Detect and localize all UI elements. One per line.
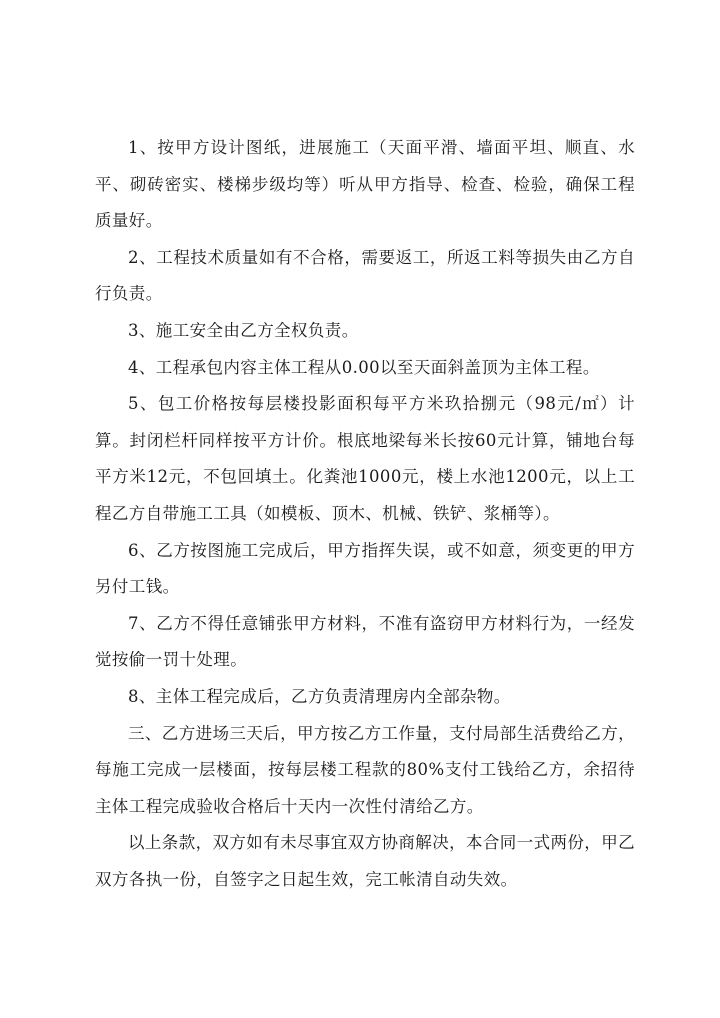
section-3-payment: 三、乙方进场三天后，甲方按乙方工作量，支付局部生活费给乙方，每施工完成一层楼面，按每层楼工程款的80%支付工钱给乙方，余招待主体工程完成验收合格后十天内一次性付清给乙方。: [95, 723, 635, 816]
clause-4: 4、工程承包内容主体工程从0.00以至天面斜盖顶为主体工程。: [128, 357, 600, 377]
clause-6: 6、乙方按图施工完成后，甲方指挥失误，或不如意，须变更的甲方另付工钱。: [95, 540, 635, 597]
clause-1: 1、按甲方设计图纸，进展施工（天面平滑、墙面平坦、顺直、水平、砌砖密实、楼梯步级均等）听从甲方指导、检查、检验，确保工程质量好。: [95, 138, 635, 231]
clause-7: 7、乙方不得任意铺张甲方材料，不准有盗窃甲方材料行为，一经发觉按偷一罚十处理。: [95, 613, 635, 670]
clause-5: 5、包工价格按每层楼投影面积每平方米玖拾捌元（98元/㎡）计算。封闭栏杆同样按平方计价。根底地梁每米长按60元计算，铺地台每平方米12元，不包回填土。化粪池1000元，楼上水池1200元，以上工程乙方自带施工工具（如模板、顶木、机械、铁铲、浆桶等）。: [95, 394, 635, 523]
closing-statement: 以上条款，双方如有未尽事宜双方协商解决，本合同一式两份，甲乙双方各执一份，自签字之日起生效，完工帐清自动失效。: [95, 833, 635, 889]
clause-8: 8、主体工程完成后，乙方负责清理房内全部杂物。: [128, 686, 511, 706]
document-body: [95, 130, 635, 898]
clause-3: 3、施工安全由乙方全权负责。: [128, 320, 359, 340]
clause-2: 2、工程技术质量如有不合格，需要返工，所返工料等损失由乙方自行负责。: [95, 247, 635, 304]
